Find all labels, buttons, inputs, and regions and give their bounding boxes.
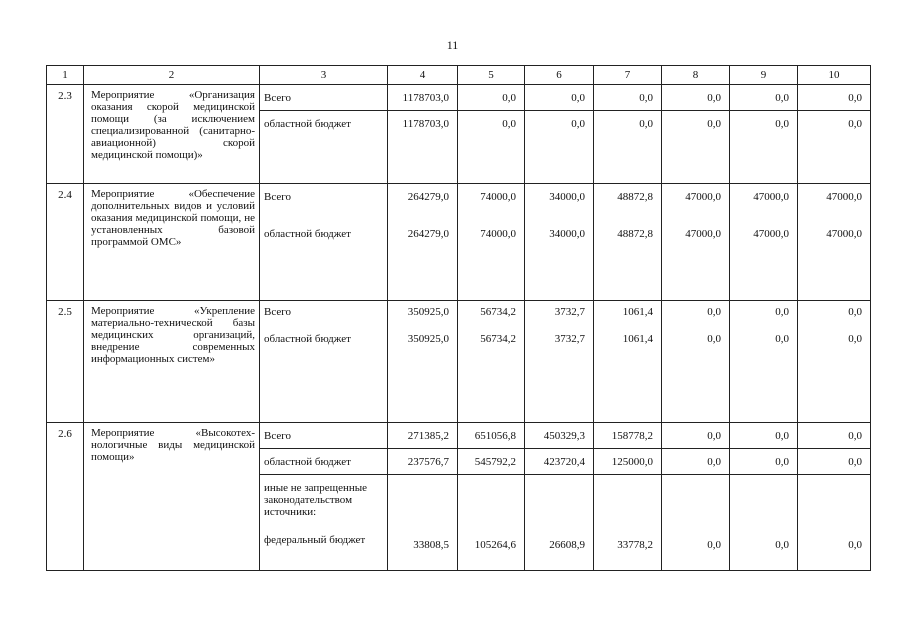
value-cell: 271385,2 (388, 423, 458, 449)
value-cell (458, 301, 525, 423)
value-cell (525, 184, 594, 301)
value: 264279,0 (407, 191, 449, 203)
value-cell: 158778,2 (594, 423, 662, 449)
source-label: Всего (260, 85, 388, 111)
source-label: федеральный бюджет (264, 534, 366, 546)
value: 48872,8 (617, 228, 653, 240)
value-cell: 423720,4 (525, 449, 594, 475)
value: 47000,0 (685, 191, 721, 203)
value-cell: 0,0 (730, 423, 798, 449)
source-label: областной бюджет (260, 449, 388, 475)
row-code: 2.3 (47, 85, 84, 184)
table-header-row (47, 66, 871, 85)
value-cell: 125000,0 (594, 449, 662, 475)
value-cell: 0,0 (798, 475, 871, 571)
source-label: Всего (260, 423, 388, 449)
value-cell: 0,0 (730, 475, 798, 571)
table-row (47, 85, 871, 111)
budget-table (46, 65, 871, 571)
value: 56734,2 (480, 306, 516, 318)
value-cell (388, 184, 458, 301)
value: 47000,0 (753, 228, 789, 240)
value: 74000,0 (480, 191, 516, 203)
value-cell (458, 184, 525, 301)
header-cell: 4 (388, 66, 458, 85)
value-cell: 0,0 (662, 449, 730, 475)
header-cell: 9 (730, 66, 798, 85)
row-code: 2.4 (47, 184, 84, 301)
value-cell (730, 184, 798, 301)
header-cell: 1 (47, 66, 84, 85)
value-cell (730, 301, 798, 423)
value-cell: 0,0 (798, 111, 871, 184)
value-cell (594, 184, 662, 301)
row-description: Мероприятие «Укрепление материально-технической базы медицинских организаций, внедрение современных информационных систем» (84, 301, 260, 423)
source-cell (260, 184, 388, 301)
value: 0,0 (848, 333, 862, 345)
value-cell: 0,0 (730, 449, 798, 475)
source-label: областной бюджет (264, 228, 351, 240)
value-cell: 0,0 (730, 85, 798, 111)
value-cell: 26608,9 (525, 475, 594, 571)
value: 350925,0 (407, 333, 449, 345)
value-cell (388, 301, 458, 423)
source-label: Всего (264, 191, 291, 203)
value-cell: 0,0 (662, 423, 730, 449)
value-cell: 33808,5 (388, 475, 458, 571)
value-cell (662, 301, 730, 423)
row-code: 2.6 (47, 423, 84, 571)
source-cell (260, 301, 388, 423)
table-row (47, 301, 871, 423)
header-cell: 2 (84, 66, 260, 85)
value: 1061,4 (622, 333, 653, 345)
value: 56734,2 (480, 333, 516, 345)
value-cell (662, 184, 730, 301)
source-label: Всего (264, 306, 291, 318)
value-cell: 0,0 (458, 85, 525, 111)
header-cell: 6 (525, 66, 594, 85)
value: 47000,0 (753, 191, 789, 203)
value-cell: 0,0 (525, 85, 594, 111)
value-cell: 0,0 (662, 111, 730, 184)
row-code: 2.5 (47, 301, 84, 423)
value-cell (798, 301, 871, 423)
value: 350925,0 (407, 306, 449, 318)
value: 1061,4 (622, 306, 653, 318)
source-label: областной бюджет (260, 111, 388, 184)
value: 47000,0 (685, 228, 721, 240)
header-cell: 7 (594, 66, 662, 85)
source-label: иные не запрещенные законодательством источники: (264, 482, 368, 518)
value-cell: 545792,2 (458, 449, 525, 475)
value-cell: 0,0 (594, 85, 662, 111)
header-cell: 10 (798, 66, 871, 85)
value-cell: 105264,6 (458, 475, 525, 571)
value: 34000,0 (549, 228, 585, 240)
value-cell (798, 184, 871, 301)
table-row (47, 423, 871, 449)
value-cell: 0,0 (458, 111, 525, 184)
source-cell (260, 475, 388, 571)
value-cell: 33778,2 (594, 475, 662, 571)
value: 48872,8 (617, 191, 653, 203)
value: 0,0 (775, 306, 789, 318)
value-cell: 1178703,0 (388, 85, 458, 111)
value-cell: 0,0 (798, 85, 871, 111)
value-cell (525, 301, 594, 423)
value: 3732,7 (554, 306, 585, 318)
value-cell: 0,0 (798, 449, 871, 475)
value-cell: 450329,3 (525, 423, 594, 449)
value-cell: 0,0 (662, 85, 730, 111)
row-description: Мероприятие «Организация оказания скорой медицинской помощи (за исключением специализированной (санитарно-авиационной) скорой медицинской помощи)» (84, 85, 260, 184)
value: 47000,0 (826, 191, 862, 203)
value-cell: 237576,7 (388, 449, 458, 475)
value: 0,0 (848, 306, 862, 318)
value-cell: 0,0 (662, 475, 730, 571)
row-description: Мероприятие «Высокотехнологичные виды медицинской помощи» (84, 423, 260, 571)
value-cell: 651056,8 (458, 423, 525, 449)
header-cell: 3 (260, 66, 388, 85)
value: 34000,0 (549, 191, 585, 203)
table-row (47, 184, 871, 301)
row-description: Мероприятие «Обеспечение дополнительных видов и условий оказания медицинской помощи, не установленных базовой программой ОМС» (84, 184, 260, 301)
header-cell: 8 (662, 66, 730, 85)
value: 47000,0 (826, 228, 862, 240)
source-label: областной бюджет (264, 333, 351, 345)
value-cell: 0,0 (594, 111, 662, 184)
value-cell: 0,0 (730, 111, 798, 184)
value-cell: 0,0 (798, 423, 871, 449)
value: 3732,7 (554, 333, 585, 345)
value-cell: 1178703,0 (388, 111, 458, 184)
page-number: 11 (446, 38, 459, 52)
value-cell: 0,0 (525, 111, 594, 184)
value: 74000,0 (480, 228, 516, 240)
value: 0,0 (707, 306, 721, 318)
value-cell (594, 301, 662, 423)
value: 0,0 (775, 333, 789, 345)
header-cell: 5 (458, 66, 525, 85)
value: 0,0 (707, 333, 721, 345)
value: 264279,0 (407, 228, 449, 240)
